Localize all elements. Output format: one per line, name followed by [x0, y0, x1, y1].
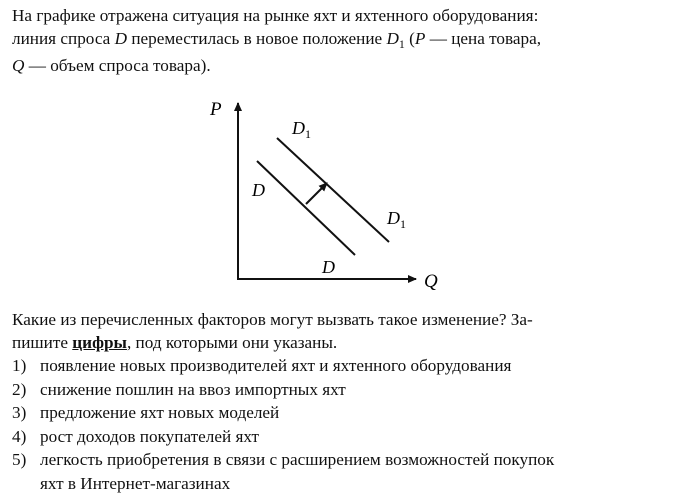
problem-statement [12, 5, 692, 78]
answer-options [12, 354, 696, 495]
symbol-D1: D [386, 28, 399, 48]
option-text: предложение яхт новых моделей [40, 403, 280, 422]
text-fragment: — объем спроса товара). [24, 56, 211, 75]
label-D1-right [386, 208, 406, 231]
y-axis-label: P [210, 99, 222, 120]
option-text: легкость приобретения в связи с расширением возможностей покупок [40, 450, 555, 469]
question-line-1: Какие из перечисленных факторов могут вызвать такое изменение? За- [12, 310, 533, 329]
option-text-continuation: яхт в Интернет-магазинах [40, 473, 231, 493]
option-4 [12, 425, 696, 449]
demand-shift-graph [200, 95, 460, 295]
label-D-left: D [252, 180, 265, 200]
statement-line-2 [12, 28, 692, 56]
symbol-Q: Q [12, 56, 25, 75]
option-2 [12, 378, 696, 402]
x-axis-label: Q [424, 271, 438, 292]
option-text: снижение пошлин на ввоз импортных яхт [40, 379, 346, 399]
option-number: 1) [12, 356, 27, 375]
symbol-P: P [414, 28, 426, 48]
text-fragment: переместилась в новое положение [127, 28, 387, 48]
label-D1-top-sub: 1 [305, 127, 311, 141]
label-D-bottom: D [322, 257, 335, 277]
label-D1-right-letter: D [387, 208, 400, 228]
text-fragment: , под которыми они указаны. [126, 332, 338, 352]
text-fragment: ( [404, 28, 415, 48]
text-fragment: пишите [12, 332, 73, 352]
text-fragment: линия спроса [12, 28, 115, 48]
option-3 [12, 401, 696, 425]
label-D1-top [291, 118, 311, 141]
symbol-D: D [114, 28, 128, 48]
label-D1-top-letter: D [292, 118, 305, 138]
option-number: 4) [12, 426, 27, 446]
option-text: рост доходов покупателей яхт [40, 426, 260, 446]
text-fragment: — цена товара, [425, 28, 542, 48]
statement-line-3 [12, 55, 692, 78]
demand-line-D1 [277, 138, 389, 242]
option-number: 5) [12, 450, 27, 469]
option-number: 3) [12, 403, 27, 422]
label-D1-right-sub: 1 [400, 217, 406, 231]
question-text [12, 309, 692, 354]
option-1 [12, 354, 696, 378]
emphasis-digits: цифры [72, 332, 127, 352]
shift-arrow [306, 183, 327, 204]
option-text: появление новых производителей яхт и яхтенного оборудования [40, 356, 512, 375]
demand-line-D [257, 161, 355, 255]
option-number: 2) [12, 379, 27, 399]
option-5 [12, 448, 696, 472]
option-5-continuation [12, 472, 696, 496]
question-line-2 [12, 332, 692, 355]
symbol-D1-subscript: 1 [398, 36, 405, 51]
statement-line-1: На графике отражена ситуация на рынке яхт и яхтенного оборудования: [12, 6, 539, 25]
